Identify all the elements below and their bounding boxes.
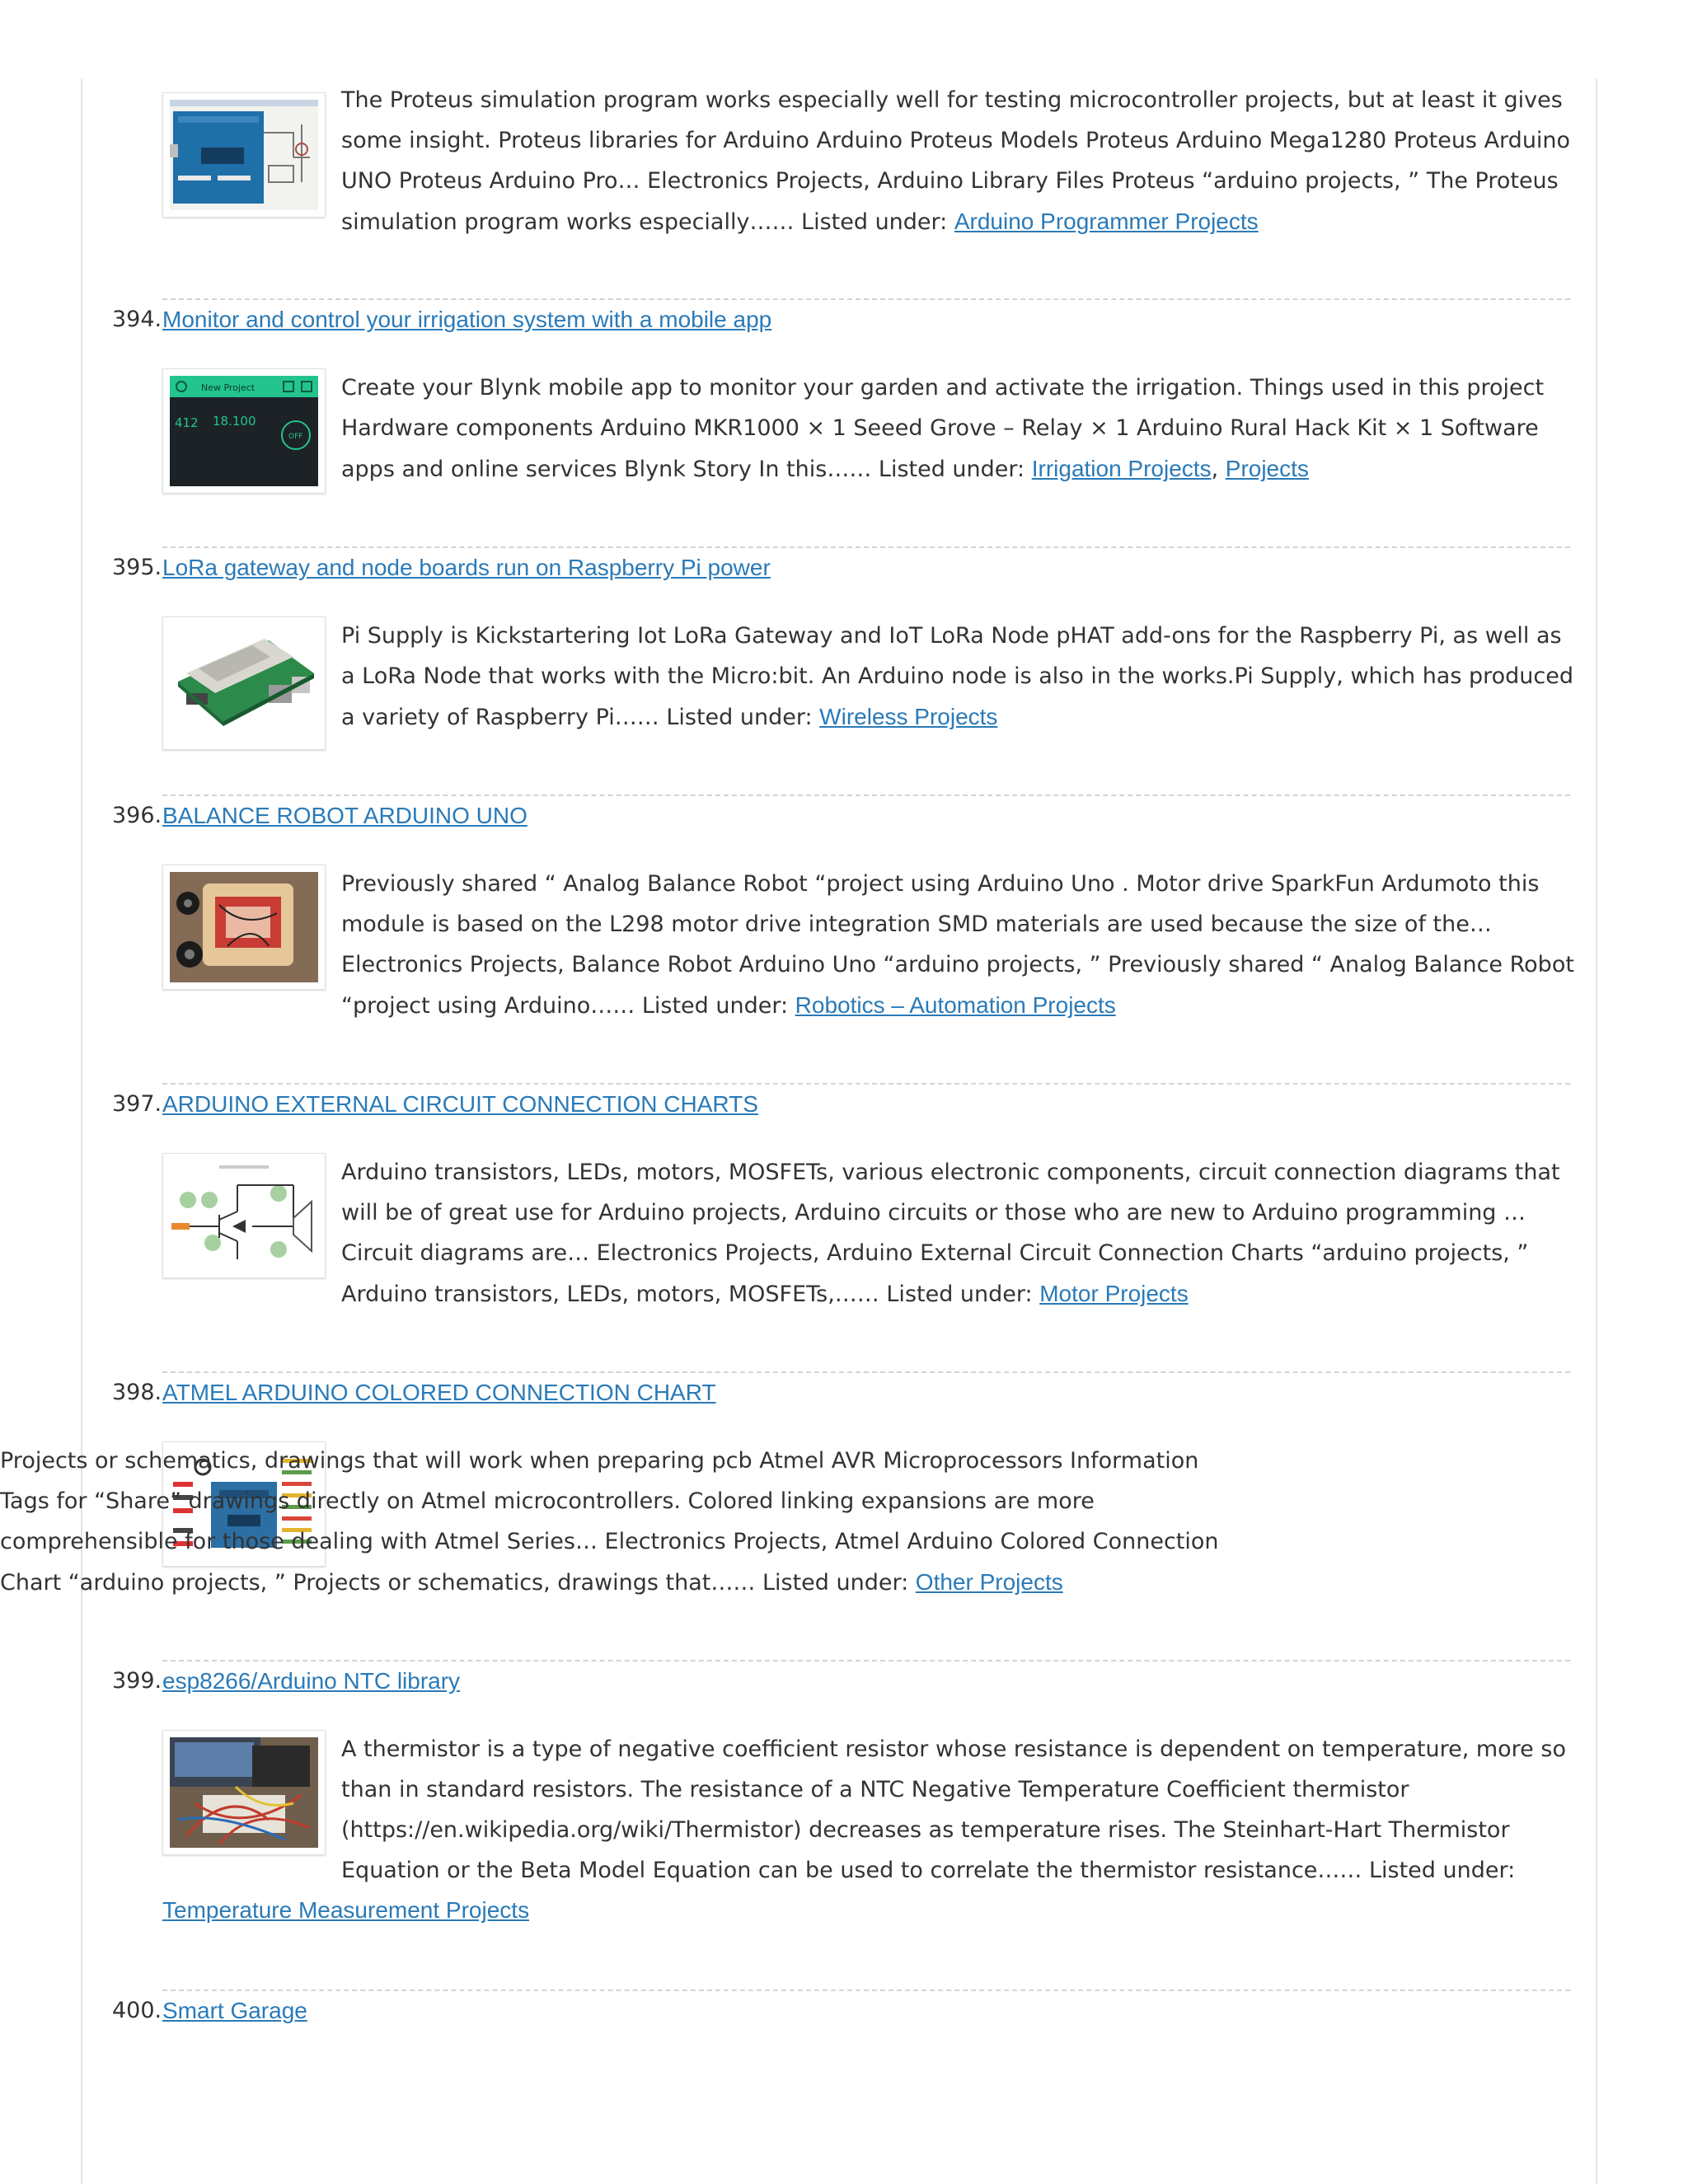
category-link[interactable]: Motor Projects — [1039, 1281, 1189, 1306]
project-description — [0, 1441, 1236, 1603]
project-thumbnail[interactable] — [162, 865, 326, 990]
project-thumbnail[interactable] — [162, 1730, 326, 1855]
entry-divider — [162, 1083, 1570, 1085]
entry-number: 394. — [112, 307, 162, 332]
category-link[interactable]: Arduino Programmer Projects — [954, 209, 1259, 234]
entry-divider — [162, 1660, 1570, 1661]
entry-title-link[interactable]: Smart Garage — [162, 1998, 307, 2023]
category-link[interactable]: Projects — [1225, 456, 1309, 481]
entry-title-link[interactable]: LoRa gateway and node boards run on Raspberry Pi power — [162, 555, 771, 580]
project-description — [341, 80, 1578, 242]
project-thumbnail[interactable] — [162, 616, 326, 750]
entry-number: 396. — [112, 803, 162, 828]
project-thumbnail[interactable] — [162, 368, 326, 494]
project-thumbnail[interactable] — [162, 1153, 326, 1278]
entry-number: 399. — [112, 1668, 162, 1694]
description-text: Arduino transistors, LEDs, motors, MOSFETs, various electronic components, circuit connection diagrams that will be of great use for Arduino projects, Arduino circuits or those who are new to Arduino programming … Circuit diagrams are… Electronics Projects, Arduino External Circuit Connection Charts “arduino projects, ” Arduino transistors, LEDs, motors, MOSFETs,…… Listed under: — [341, 1160, 1560, 1307]
description-text: Projects or schematics, drawings that will work when preparing pcb Atmel AVR Microprocessors Information Tags for “Share” drawings directly on Atmel microcontrollers. Colored linking expansions are more comprehensible for those dealing with Atmel Series… Electronics Projects, Atmel Arduino Colored Connection Chart “arduino projects, ” Projects or schematics, drawings that…… Listed under: — [0, 1448, 1219, 1596]
entry-divider — [162, 298, 1570, 300]
entry-divider — [162, 546, 1570, 548]
entry-number: 397. — [112, 1091, 162, 1117]
entry-title-link[interactable]: ARDUINO EXTERNAL CIRCUIT CONNECTION CHARTS — [162, 1091, 758, 1117]
blynk-off-button: OFF — [288, 433, 303, 441]
entry-divider — [162, 1371, 1570, 1373]
entry-divider — [162, 794, 1570, 796]
category-link[interactable]: Robotics – Automation Projects — [795, 992, 1116, 1018]
description-text: Pi Supply is Kickstartering Iot LoRa Gateway and IoT LoRa Node pHAT add-ons for the Raspberry Pi, as well as a LoRa Node that works with the Micro:bit. An Arduino node is also in the works.Pi Supply, which has produced a variety of Raspberry Pi…… Listed under: — [341, 623, 1574, 730]
raspberry-pi-board-icon — [170, 624, 318, 743]
blynk-app-screenshot-icon — [170, 376, 318, 486]
entry-number: 395. — [112, 555, 162, 580]
thermistor-breadboard-photo-icon — [170, 1737, 318, 1848]
category-link[interactable]: Irrigation Projects — [1031, 456, 1212, 481]
description-text: Previously shared “ Analog Balance Robot “project using Arduino Uno . Motor drive SparkFun Ardumoto this module is based on the L298 motor drive integration SMD materials are used because the size of the…Electronics Projects, Balance Robot Arduino Uno “arduino projects, ” Previously shared “ Analog Balance Robot “project using Arduino…… Listed under: — [341, 871, 1574, 1019]
blynk-value-a: 412 — [175, 415, 199, 430]
entry-divider — [162, 1990, 1570, 1991]
entry-title-link[interactable]: Monitor and control your irrigation system with a mobile app — [162, 307, 772, 332]
blynk-title: New Project — [201, 382, 256, 393]
category-link[interactable]: Temperature Measurement Projects — [162, 1897, 530, 1923]
blynk-value-b: 18.100 — [213, 414, 256, 429]
entry-title-link[interactable]: BALANCE ROBOT ARDUINO UNO — [162, 803, 528, 828]
entry-number: 400. — [112, 1998, 162, 2023]
description-text: A thermistor is a type of negative coefficient resistor whose resistance is dependent on temperature, more so than in standard resistors. The resistance of a NTC Negative Temperature Coefficient thermistor (https://en.wikipedia.org/wiki/Thermistor) decreases as temperature rises. The Steinhart-Hart Thermistor Equation or the Beta Model Equation can be used to correlate the thermistor resistance…… Listed under: — [341, 1736, 1566, 1883]
description-text: Create your Blynk mobile app to monitor your garden and activate the irrigation. Things used in this project Hardware components Arduino MKR1000 × 1 Seeed Grove – Relay × 1 Arduino Rural Hack Kit × 1 Software apps and online services Blynk Story In this…… Listed under: — [341, 375, 1545, 482]
project-description — [341, 1729, 1578, 1891]
entry-title-link[interactable]: ATMEL ARDUINO COLORED CONNECTION CHART — [162, 1380, 716, 1405]
entry-number: 398. — [112, 1380, 162, 1405]
category-link[interactable]: Other Projects — [915, 1569, 1063, 1595]
project-description — [341, 616, 1578, 738]
project-description — [341, 1152, 1578, 1315]
entry-title-link[interactable]: esp8266/Arduino NTC library — [162, 1668, 461, 1694]
category-link[interactable]: Wireless Projects — [819, 704, 998, 729]
proteus-simulation-screenshot-icon — [170, 100, 318, 210]
project-description — [341, 864, 1578, 1026]
project-description: Create your Blynk mobile app to monitor your garden and activate the irrigation. Things used in this project Hardware components Arduino MKR1000 × 1 Seeed Grove – Relay × 1 Arduino Rural Hack Kit × 1 Software apps and online services Blynk Story In this…… Listed under: Irrigation Projects, Projects — [341, 375, 1545, 482]
project-thumbnail[interactable] — [162, 92, 326, 218]
description-text: The Proteus simulation program works especially well for testing microcontroller projects, but at least it gives some insight. Proteus libraries for Arduino Arduino Proteus Models Proteus Arduino Mega1280 Proteus Arduino UNO Proteus Arduino Pro… Electronics Projects, Arduino Library Files Proteus “arduino projects, ” The Proteus simulation program works especially…… Listed under: — [341, 87, 1571, 235]
balance-robot-photo-icon — [170, 872, 318, 982]
circuit-diagram-icon — [170, 1160, 318, 1271]
